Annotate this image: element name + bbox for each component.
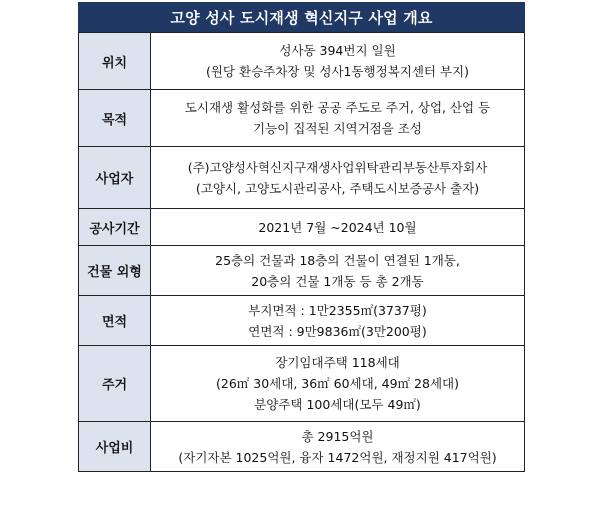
row-label-building: 건물 외형	[79, 246, 151, 296]
table-row	[79, 346, 525, 422]
value-line: (원당 환승주차장 및 성사1동행정복지센터 부지)	[205, 64, 470, 79]
value-line: 장기임대주택 118세대	[275, 355, 400, 370]
table-row	[79, 422, 525, 472]
row-label-housing: 주거	[79, 346, 151, 422]
table-row	[79, 209, 525, 246]
value-line: 연면적 : 9만9836㎡(3만200평)	[248, 323, 427, 339]
row-label-operator: 사업자	[79, 147, 151, 209]
row-value-area	[151, 296, 525, 346]
row-value-location	[151, 33, 525, 90]
row-value-housing	[151, 346, 525, 422]
value-line: (고양시, 고양도시관리공사, 주택도시보증공사 출자)	[195, 180, 480, 196]
table-row	[79, 147, 525, 209]
overview-document	[78, 2, 525, 472]
table-row	[79, 246, 525, 296]
value-line: 부지면적 : 1만2355㎡(3737평)	[248, 302, 427, 318]
value-line: 분양주택 100세대(모두 49㎡)	[254, 397, 421, 412]
row-label-period: 공사기간	[79, 209, 151, 246]
row-value-operator	[151, 147, 525, 209]
row-label-budget: 사업비	[79, 422, 151, 472]
row-label-location: 위치	[79, 33, 151, 90]
row-value-purpose	[151, 90, 525, 147]
overview-table	[78, 32, 525, 472]
row-value-budget	[151, 422, 525, 472]
value-line: 20층의 건물 1개동 등 총 2개동	[251, 273, 424, 289]
value-line: 2021년 7월 ~2024년 10월	[258, 219, 417, 235]
value-line: 기능이 집적된 지역거점을 조성	[253, 121, 422, 136]
row-value-period	[151, 209, 525, 246]
row-label-purpose: 목적	[79, 90, 151, 147]
value-line: 25층의 건물과 18층의 건물이 연결된 1개동,	[215, 252, 460, 268]
value-line: (26㎡ 30세대, 36㎡ 60세대, 49㎡ 28세대)	[216, 376, 459, 391]
value-line: (자기자본 1025억원, 융자 1472억원, 재정지원 417억원)	[178, 449, 497, 465]
table-row	[79, 33, 525, 90]
value-line: 도시재생 활성화를 위한 공공 주도로 주거, 상업, 산업 등	[184, 100, 491, 115]
table-row	[79, 296, 525, 346]
row-value-building	[151, 246, 525, 296]
value-line: 총 2915억원	[301, 428, 374, 444]
document-title: 고양 성사 도시재생 혁신지구 사업 개요	[78, 2, 525, 32]
row-label-area: 면적	[79, 296, 151, 346]
table-row	[79, 90, 525, 147]
value-line: (주)고양성사혁신지구재생사업위탁관리부동산투자회사	[187, 159, 488, 175]
value-line: 성사동 394번지 일원	[279, 43, 396, 58]
